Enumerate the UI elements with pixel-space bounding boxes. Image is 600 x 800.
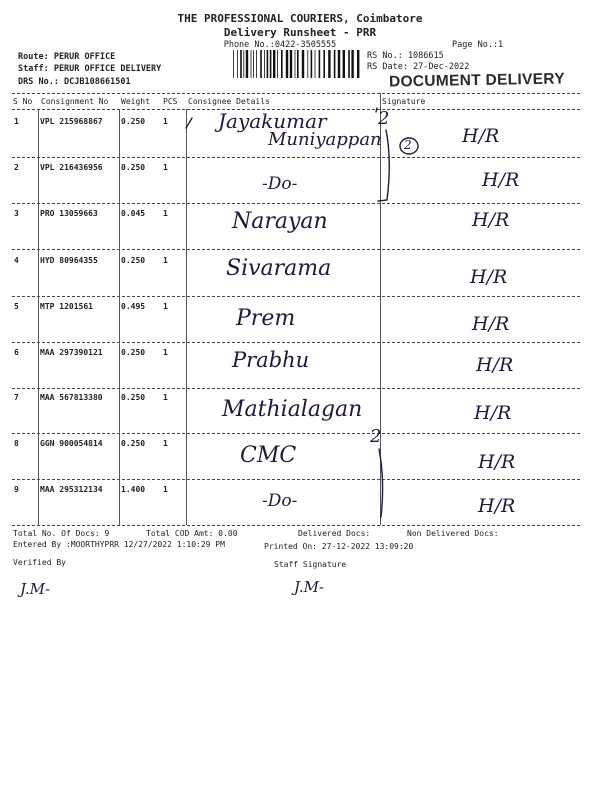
- row-sno: 8: [14, 439, 19, 448]
- row-divider: [12, 388, 580, 389]
- row-divider: [12, 479, 580, 480]
- barcode: [233, 50, 361, 78]
- phone-number: Phone No.:0422-3505555: [223, 40, 337, 50]
- row-sno: 9: [14, 485, 19, 494]
- row-consignment-no: VPL 215968867: [40, 117, 103, 126]
- row-weight: 0.250: [121, 439, 146, 448]
- col-sno: S No: [13, 97, 33, 106]
- total-docs: Total No. Of Docs: 9: [13, 529, 110, 538]
- col-weight: Weight: [121, 97, 150, 106]
- barcode-bar: [286, 50, 288, 78]
- barcode-bar: [237, 50, 238, 78]
- col-consignee: Consignee Details: [188, 97, 270, 106]
- barcode-bar: [343, 50, 345, 78]
- row-consignment-no: HYD 80964355: [40, 256, 98, 265]
- row-signature: H/R: [476, 354, 514, 376]
- entered-by: Entered By :MOORTHYPRR 12/27/2022 1:10:29 PM: [13, 540, 225, 549]
- barcode-bar: [260, 50, 262, 78]
- barcode-bar: [351, 50, 353, 78]
- barcode-bar: [243, 50, 244, 78]
- column-rule: [119, 109, 120, 525]
- sheet-title: Delivery Runsheet - PRR: [223, 26, 377, 39]
- header-top-rule: [12, 93, 580, 94]
- route-label: Route: PERUR OFFICE: [18, 52, 116, 62]
- barcode-bar: [295, 50, 296, 78]
- row-consignee-handwritten: Narayan: [232, 209, 328, 234]
- barcode-bar: [253, 50, 254, 78]
- barcode-bar: [357, 50, 359, 78]
- verified-by-label: Verified By: [13, 558, 66, 567]
- printed-on: Printed On: 27-12-2022 13:09:20: [264, 542, 414, 551]
- row-sno: 7: [14, 393, 19, 402]
- row-divider: [12, 157, 580, 158]
- barcode-bar: [307, 50, 308, 78]
- barcode-bar: [273, 50, 275, 78]
- row-pcs: 1: [163, 256, 168, 265]
- barcode-bar: [246, 50, 248, 78]
- staff-signature-label: Staff Signature: [274, 560, 347, 569]
- total-cod: Total COD Amt: 0.00: [146, 529, 238, 538]
- row-divider: [12, 342, 580, 343]
- row-divider: [12, 296, 580, 297]
- barcode-bar: [315, 50, 316, 78]
- rs-date: RS Date: 27-Dec-2022: [367, 62, 470, 72]
- row-signature: H/R: [472, 313, 510, 335]
- row-pcs: 1: [163, 302, 168, 311]
- barcode-bar: [290, 50, 292, 78]
- row-consignment-no: PRO 13059663: [40, 209, 98, 218]
- row-pcs: 1: [163, 209, 168, 218]
- row-weight: 0.045: [121, 209, 146, 218]
- column-rule: [380, 93, 381, 525]
- document-delivery-stamp: DOCUMENT DELIVERY: [388, 70, 566, 91]
- row-consignee-handwritten: Sivarama: [226, 256, 332, 281]
- rs-number: RS No.: 1086615: [367, 51, 444, 61]
- barcode-bar: [233, 50, 234, 78]
- barcode-bar: [319, 50, 321, 78]
- row-sno: 6: [14, 348, 19, 357]
- bracket-count-top: 2: [378, 108, 390, 129]
- staff-label: Staff: PERUR OFFICE DELIVERY: [18, 64, 162, 74]
- drs-number: DRS No.: DCJB108661501: [18, 77, 131, 87]
- column-rule: [38, 109, 39, 525]
- page-number: Page No.:1: [452, 40, 504, 50]
- row-signature: H/R: [470, 266, 508, 288]
- row-consignee-handwritten: Muniyappan: [268, 129, 382, 150]
- barcode-bar: [281, 50, 283, 78]
- row-consignment-no: MAA 295312134: [40, 485, 103, 494]
- row-signature: H/R: [462, 125, 500, 147]
- row-signature: H/R: [474, 402, 512, 424]
- row-signature: H/R: [478, 451, 516, 473]
- col-pcs: PCS: [163, 97, 178, 106]
- row-consignee-handwritten: -Do-: [262, 491, 298, 511]
- barcode-bar: [270, 50, 272, 78]
- row-weight: 0.250: [121, 393, 146, 402]
- barcode-bar: [311, 50, 313, 78]
- row-pcs: 1: [163, 485, 168, 494]
- row-consignee-handwritten: -Do-: [262, 174, 298, 194]
- row-sno: 2: [14, 163, 19, 172]
- row-pcs: 1: [163, 117, 168, 126]
- row-signature: H/R: [482, 169, 520, 191]
- row-sno: 4: [14, 256, 19, 265]
- row-weight: 0.250: [121, 256, 146, 265]
- barcode-bar: [240, 50, 242, 78]
- col-consignment: Consignment No: [41, 97, 109, 106]
- row-divider: [12, 525, 580, 526]
- row-weight: 0.495: [121, 302, 146, 311]
- barcode-bar: [256, 50, 257, 78]
- row-consignee-handwritten: Prem: [236, 306, 296, 331]
- row-pcs: 1: [163, 163, 168, 172]
- row-sno: 1: [14, 117, 19, 126]
- row-weight: 0.250: [121, 163, 146, 172]
- verified-signature: J.M-: [20, 580, 51, 598]
- row-consignment-no: MAA 297390121: [40, 348, 103, 357]
- column-rule: [186, 109, 187, 525]
- row-weight: 0.250: [121, 117, 146, 126]
- staff-signature: J.M-: [294, 578, 325, 596]
- row-pcs: 1: [163, 393, 168, 402]
- row-consignment-no: GGN 900054814: [40, 439, 103, 448]
- barcode-bar: [264, 50, 265, 78]
- circled-count: 2: [404, 138, 412, 152]
- row-consignment-no: MAA 567813380: [40, 393, 103, 402]
- row-consignment-no: MTP 1201561: [40, 302, 93, 311]
- barcode-bar: [297, 50, 299, 78]
- row-consignee-handwritten: Mathialagan: [222, 397, 363, 422]
- row-weight: 0.250: [121, 348, 146, 357]
- barcode-bar: [328, 50, 330, 78]
- bracket-count-bottom: 2: [370, 426, 382, 447]
- row-divider: [12, 203, 580, 204]
- barcode-bar: [323, 50, 325, 78]
- barcode-bar: [277, 50, 278, 78]
- row-consignee-handwritten: CMC: [240, 443, 297, 468]
- row-pcs: 1: [163, 439, 168, 448]
- company-name: THE PROFESSIONAL COURIERS, Coimbatore: [177, 12, 423, 25]
- barcode-bar: [334, 50, 336, 78]
- row-consignee-handwritten: Prabhu: [232, 348, 310, 372]
- row-sno: 5: [14, 302, 19, 311]
- barcode-bar: [302, 50, 304, 78]
- barcode-bar: [348, 50, 350, 78]
- row-consignee-handwritten: Jayakumar: [218, 109, 327, 133]
- row-signature: H/R: [472, 209, 510, 231]
- row-signature: H/R: [478, 495, 516, 517]
- non-delivered-docs: Non Delivered Docs:: [407, 529, 499, 538]
- row-consignment-no: VPL 216436956: [40, 163, 103, 172]
- col-signature: Signature: [382, 97, 426, 106]
- row-divider: [12, 249, 580, 250]
- delivered-docs: Delivered Docs:: [298, 529, 371, 538]
- row-pcs: 1: [163, 348, 168, 357]
- barcode-bar: [251, 50, 252, 78]
- barcode-bar: [267, 50, 269, 78]
- row-sno: 3: [14, 209, 19, 218]
- barcode-bar: [338, 50, 340, 78]
- row-divider: [12, 433, 580, 434]
- row-weight: 1.400: [121, 485, 146, 494]
